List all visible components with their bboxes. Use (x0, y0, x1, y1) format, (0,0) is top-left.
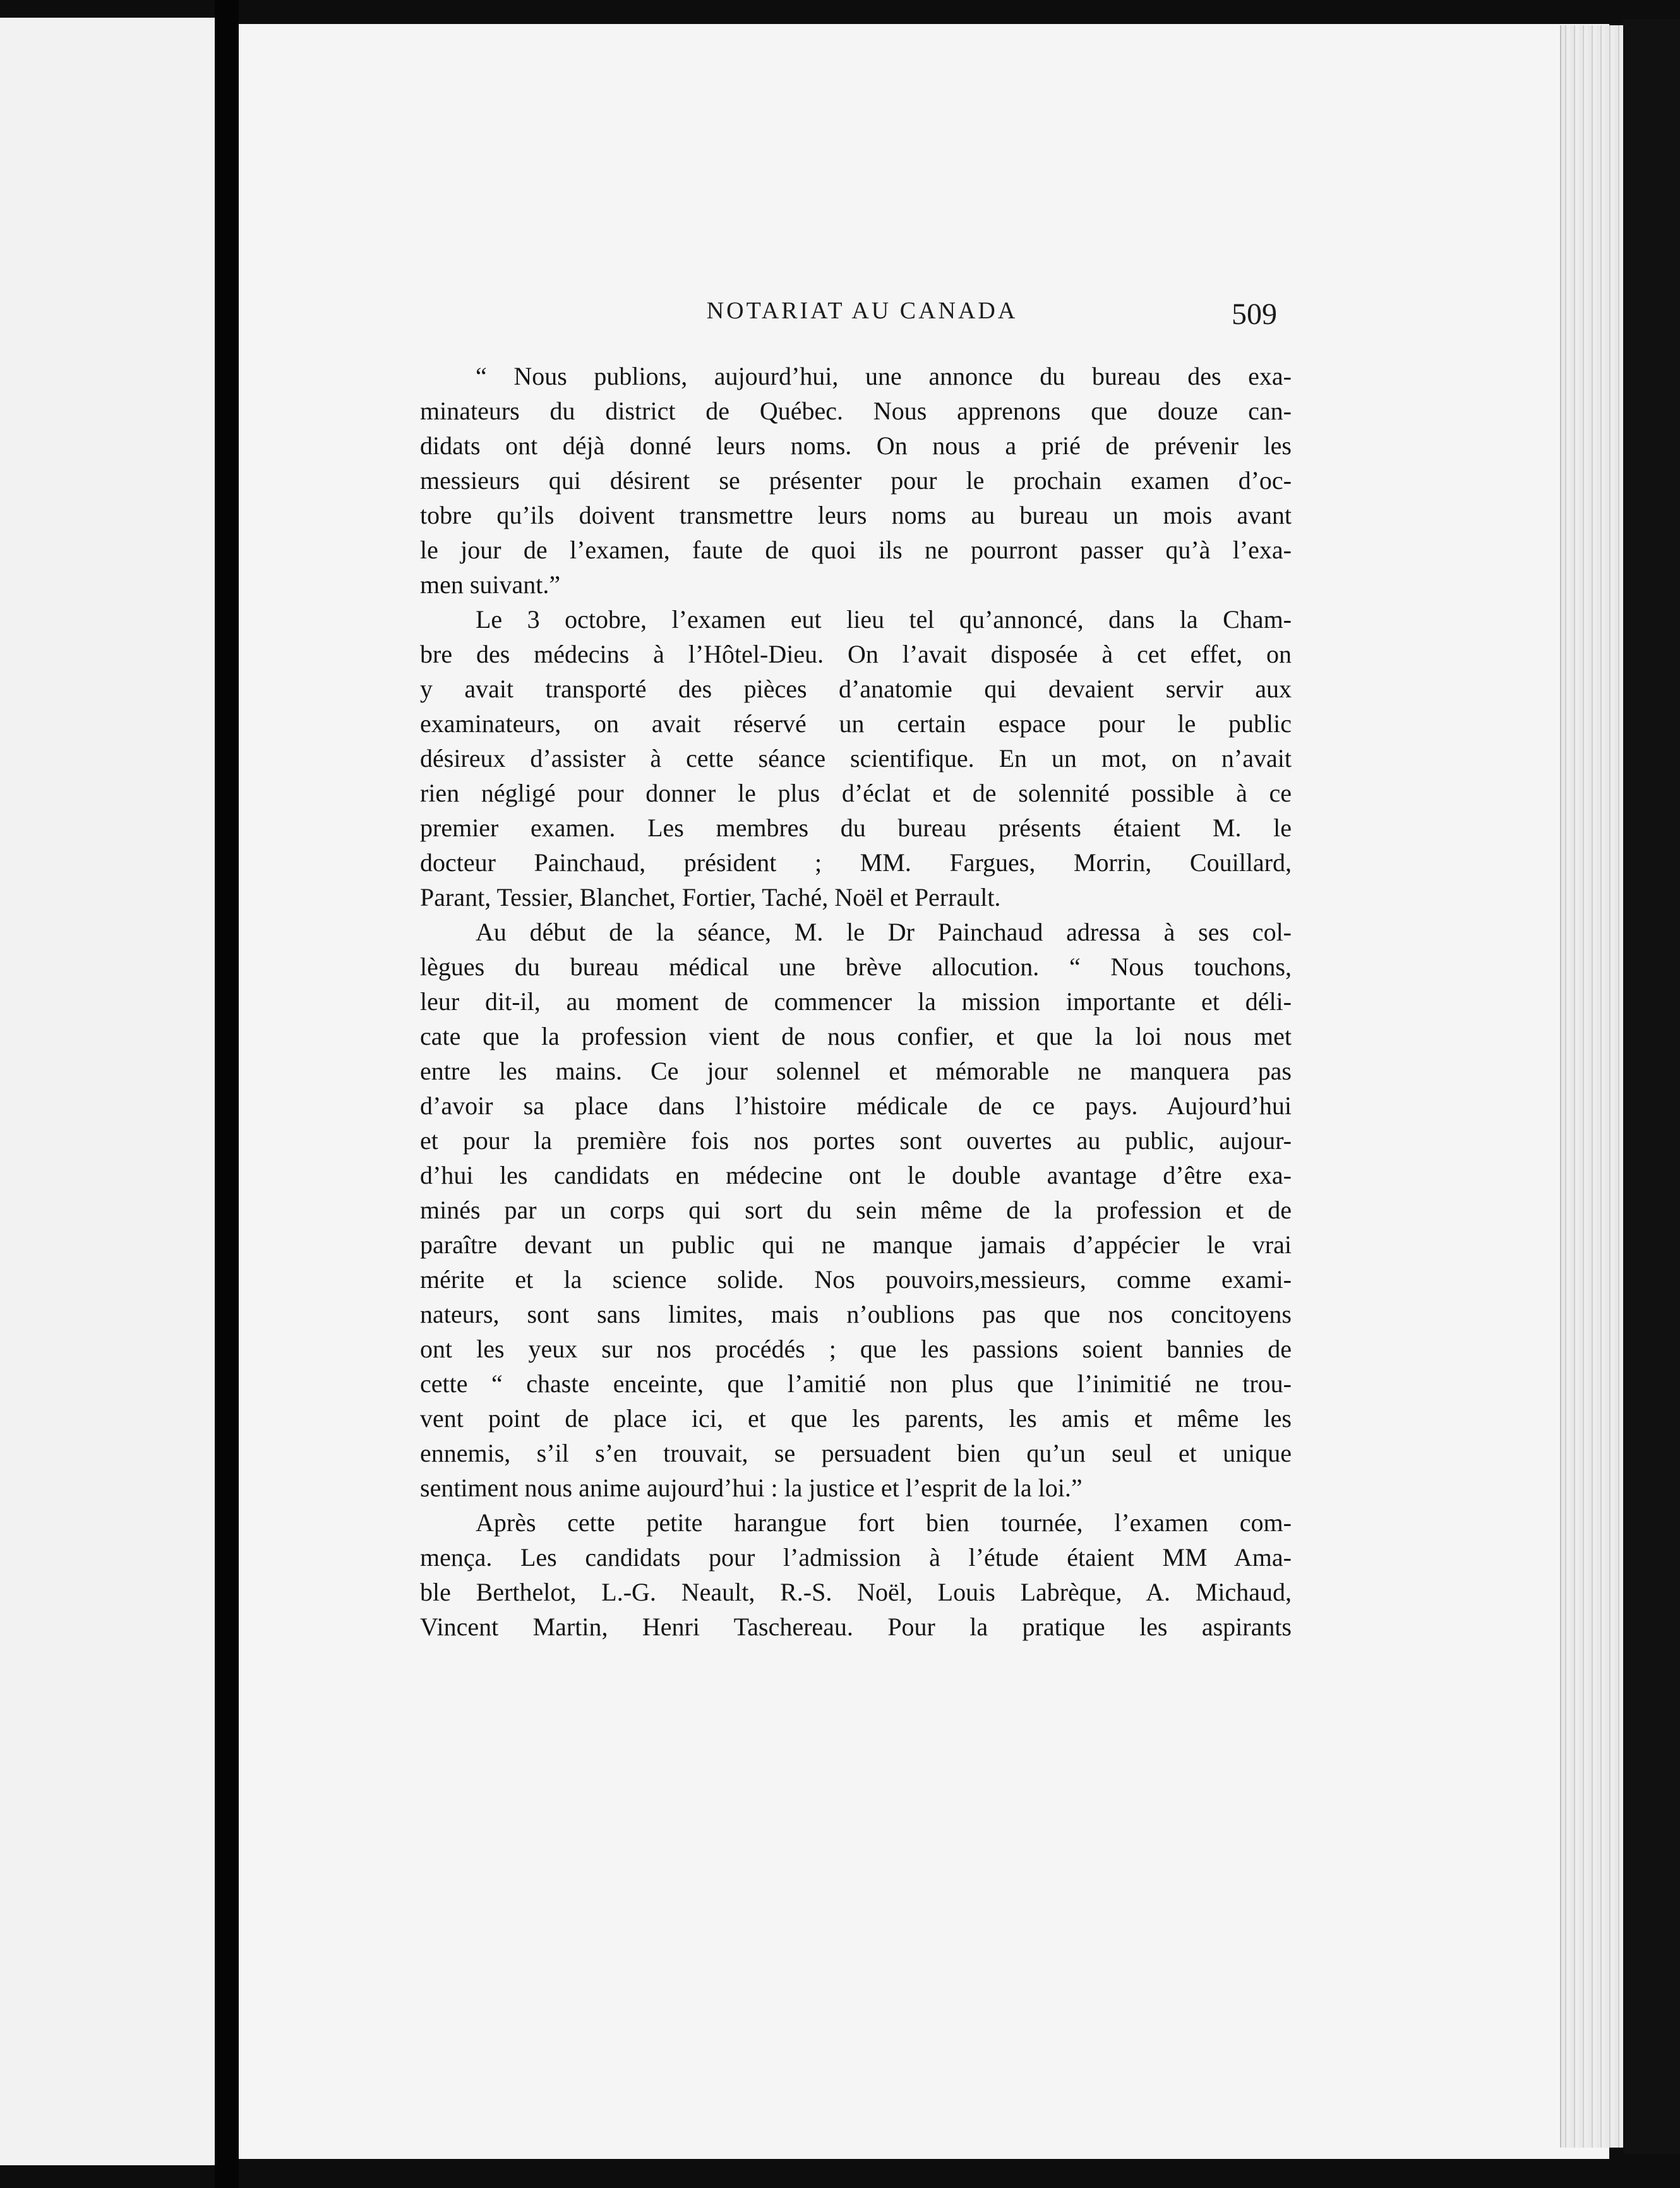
text-line: le jour de l’examen, faute de quoi ils ne pourront passer qu’à l’exa- (420, 536, 1292, 564)
text-line: minateurs du district de Québec. Nous apprenons que douze can- (420, 397, 1292, 425)
text-line: bre des médecins à l’Hôtel-Dieu. On l’avait disposée à cet effet, on (420, 640, 1292, 668)
text-line: et pour la première fois nos portes sont ouvertes au public, aujour- (420, 1126, 1292, 1155)
text-line: ble Berthelot, L.-G. Neault, R.-S. Noël, Louis Labrèque, A. Michaud, (420, 1578, 1292, 1606)
text-line: mérite et la science solide. Nos pouvoirs,messieurs, comme exami- (420, 1265, 1292, 1294)
text-line: Parant, Tessier, Blanchet, Fortier, Taché, Noël et Perrault. (420, 883, 1001, 911)
text-line: didats ont déjà donné leurs noms. On nous a prié de prévenir les (420, 431, 1292, 460)
text-line: leur dit-il, au moment de commencer la mission importante et déli- (420, 987, 1292, 1016)
text-line: messieurs qui désirent se présenter pour le prochain examen d’oc- (420, 466, 1292, 495)
text-line: rien négligé pour donner le plus d’éclat et de solennité possible à ce (420, 779, 1292, 807)
text-line: tobre qu’ils doivent transmettre leurs noms au bureau un mois avant (420, 501, 1292, 529)
text-line: mença. Les candidats pour l’admission à l’étude étaient MM Ama- (420, 1543, 1292, 1572)
text-line: Vincent Martin, Henri Taschereau. Pour la pratique les aspirants (420, 1613, 1292, 1641)
text-line: examinateurs, on avait réservé un certain espace pour le public (420, 709, 1292, 738)
text-line: entre les mains. Ce jour solennel et mémorable ne manquera pas (420, 1057, 1292, 1085)
text-line: désireux d’assister à cette séance scientifique. En un mot, on n’avait (420, 744, 1292, 772)
page-edges (1560, 25, 1624, 2148)
text-line: vent point de place ici, et que les parents, les amis et même les (420, 1404, 1292, 1433)
book-gutter (215, 0, 239, 2188)
text-line: “ Nous publions, aujourd’hui, une annonce du bureau des exa- (476, 362, 1292, 390)
body-text (420, 359, 1292, 1644)
text-line: cette “ chaste enceinte, que l’amitié non plus que l’inimitié ne trou- (420, 1369, 1292, 1398)
text-line: Au début de la séance, M. le Dr Painchaud adressa à ses col- (476, 918, 1292, 946)
text-line: d’hui les candidats en médecine ont le double avantage d’être exa- (420, 1161, 1292, 1189)
text-line: d’avoir sa place dans l’histoire médicale de ce pays. Aujourd’hui (420, 1091, 1292, 1120)
text-line: sentiment nous anime aujourd’hui : la justice et l’esprit de la loi.” (420, 1474, 1083, 1502)
text-line: y avait transporté des pièces d’anatomie qui devaient servir aux (420, 675, 1292, 703)
text-line: cate que la profession vient de nous confier, et que la loi nous met (420, 1022, 1292, 1050)
text-line: minés par un corps qui sort du sein même de la profession et de (420, 1196, 1292, 1224)
text-line: docteur Painchaud, président ; MM. Fargues, Morrin, Couillard, (420, 848, 1292, 877)
text-line: nateurs, sont sans limites, mais n’oublions pas que nos concitoyens (420, 1300, 1292, 1328)
text-line: men suivant.” (420, 570, 561, 599)
page-number: 509 (1232, 298, 1277, 331)
text-line: ennemis, s’il s’en trouvait, se persuadent bien qu’un seul et unique (420, 1439, 1292, 1467)
running-head: NOTARIAT AU CANADA (706, 298, 1018, 324)
text-line: Après cette petite harangue fort bien tournée, l’examen com- (476, 1508, 1292, 1537)
text-line: lègues du bureau médical une brève allocution. “ Nous touchons, (420, 953, 1292, 981)
text-line: Le 3 octobre, l’examen eut lieu tel qu’annoncé, dans la Cham- (476, 605, 1292, 634)
text-line: premier examen. Les membres du bureau présents étaient M. le (420, 814, 1292, 842)
left-page-blank (0, 18, 215, 2165)
text-line: paraître devant un public qui ne manque jamais d’appécier le vrai (420, 1230, 1292, 1259)
scan-edge (1623, 19, 1680, 2154)
text-line: ont les yeux sur nos procédés ; que les passions soient bannies de (420, 1335, 1292, 1363)
